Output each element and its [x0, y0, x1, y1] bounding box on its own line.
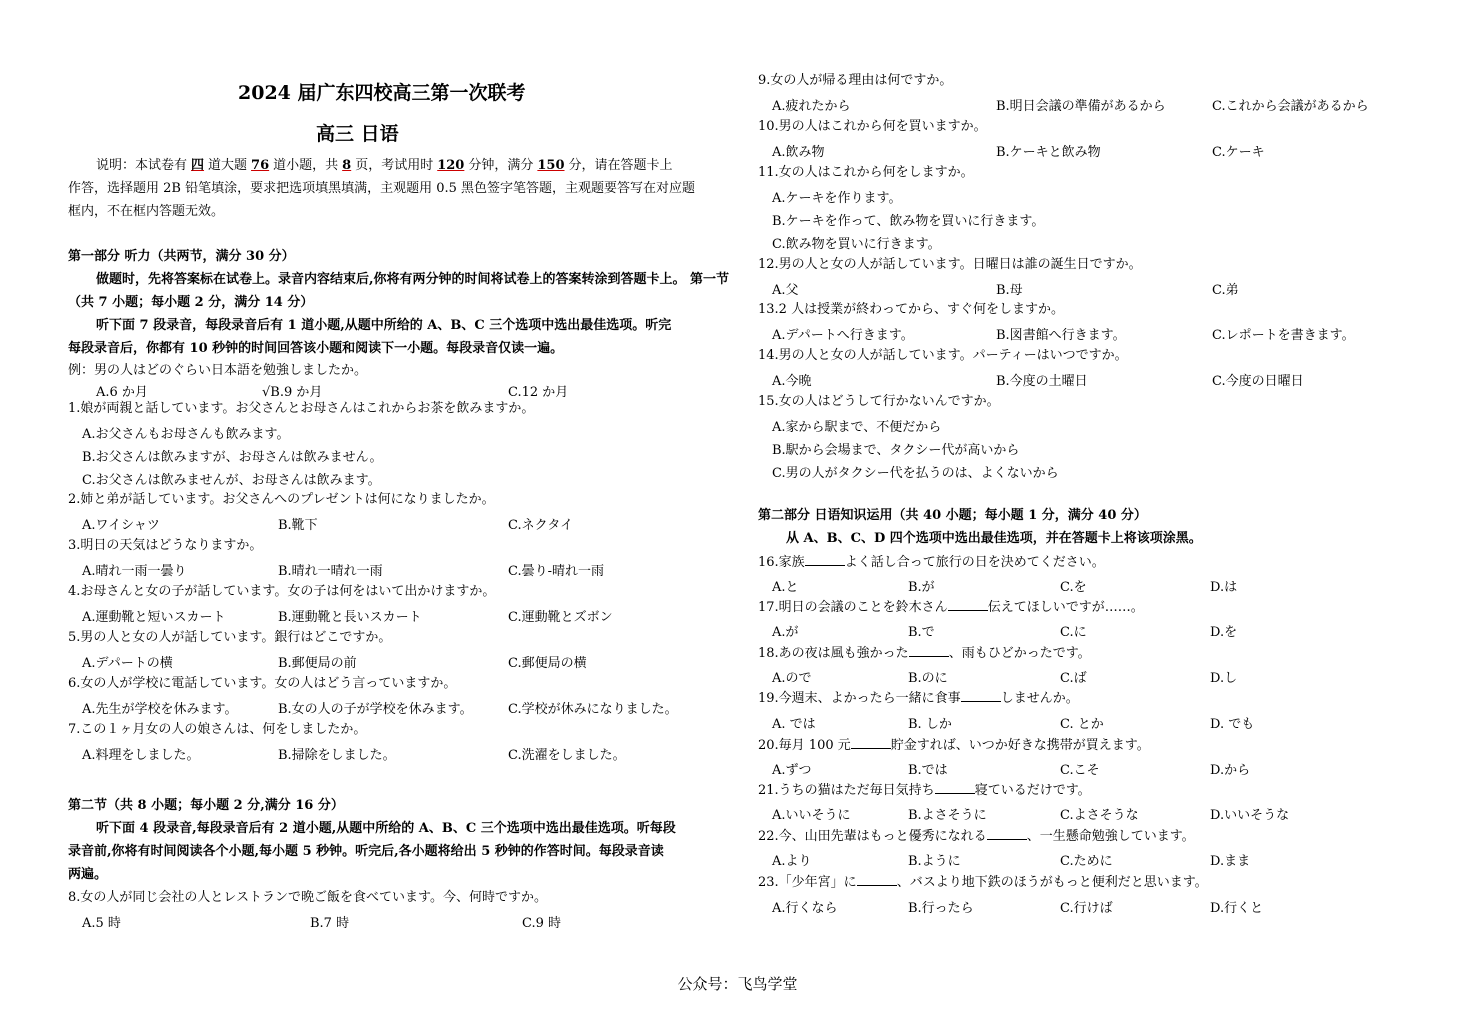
section2-heading: 第二节（共 8 小题；每小题 2 分,满分 16 分）	[68, 798, 344, 813]
q20-option-b: B.では	[908, 763, 948, 778]
question-11: 11.女の人はこれから何をしますか。	[758, 165, 974, 180]
q22-text-a: 22.今、山田先輩はもっと優秀になれる	[758, 829, 987, 844]
q6-option-a: A.先生が学校を休みます。	[82, 702, 238, 717]
q16-text-b: よく話し合って旅行の日を決めてください。	[844, 555, 1105, 570]
footer-watermark: 公众号：飞鸟学堂	[677, 975, 798, 993]
question-12: 12.男の人と女の人が話しています。日曜日は誰の誕生日ですか。	[758, 257, 1142, 272]
q22-option-a: A.より	[772, 854, 812, 869]
q5-option-b: B.郵便局の前	[278, 656, 357, 671]
part2-heading: 第二部分 日语知识运用（共 40 小题；每小题 1 分，满分 40 分）	[758, 508, 1147, 523]
q23-text-a: 23.「少年宮」に	[758, 875, 857, 890]
part1-intro-2: （共 7 小题；每小题 2 分，满分 14 分）	[68, 295, 314, 310]
part1-instr-1: 听下面 7 段录音，每段录音后有 1 道小题,从题中所给的 A、B、C 三个选项中选出最佳选项。听完	[96, 318, 672, 333]
q1-option-b: B.お父さんは飲みますが、お母さんは飲みません。	[82, 450, 383, 465]
q17-text-b: 伝えてほしいですが……。	[987, 600, 1144, 615]
q15-option-c: C.男の人がタクシー代を払うのは、よくないから	[772, 466, 1059, 481]
q21-option-b: B.よさそうに	[908, 808, 987, 823]
q8-option-c: C.9 時	[522, 916, 562, 931]
question-15: 15.女の人はどうして行かないんですか。	[758, 394, 1000, 409]
section2-instr-1: 听下面 4 段录音,每段录音后有 2 道小题,从题中所给的 A、B、C 三个选项中选出最佳选项。听每段	[96, 821, 676, 836]
q23-blank	[857, 873, 897, 886]
q16-blank	[805, 553, 845, 566]
q12-option-b: B.母	[996, 283, 1023, 298]
part1-instr-2: 每段录音后，你都有 10 秒钟的时间回答该小题和阅读下一小题。每段录音仅读一遍。	[68, 341, 564, 356]
q10-option-a: A.飲み物	[772, 145, 825, 160]
question-23	[758, 873, 1208, 892]
q19-option-d: D. でも	[1210, 717, 1255, 732]
q8-option-b: B.7 時	[310, 916, 350, 931]
q21-option-d: D.いいそうな	[1210, 808, 1290, 823]
notice-value: 8	[342, 158, 352, 173]
q2-option-c: C.ネクタイ	[508, 518, 574, 533]
q18-option-d: D.し	[1210, 671, 1238, 686]
section2-instr-2: 录音前,你将有时间阅读各个小题,每小题 5 秒钟。听完后,各小题将给出 5 秒钟的作答时间。每段录音读	[68, 844, 664, 859]
part1-intro-1: 做题时，先将答案标在试卷上。录音内容结束后,你将有两分钟的时间将试卷上的答案转涂到答题卡上。 第一节	[96, 272, 730, 287]
q18-option-c: C.ば	[1060, 671, 1087, 686]
q16-option-b: B.が	[908, 580, 935, 595]
q11-option-b: B.ケーキを作って、飲み物を買いに行きます。	[772, 214, 1045, 229]
q9-option-a: A.疲れたから	[772, 99, 851, 114]
q9-option-b: B.明日会議の準備があるから	[996, 99, 1166, 114]
question-10: 10.男の人はこれから何を買いますか。	[758, 119, 987, 134]
q18-blank	[909, 644, 949, 657]
exam-title: 2024 届广东四校高三第一次联考	[238, 82, 526, 104]
notice-value: 四	[191, 158, 205, 173]
q20-option-c: C.こそ	[1060, 763, 1100, 778]
q23-option-a: A.行くなら	[772, 901, 838, 916]
notice-line-1	[96, 157, 673, 175]
q23-text-b: 、バスより地下鉄のほうがもっと便利だと思います。	[896, 875, 1208, 890]
q17-option-b: B.で	[908, 625, 935, 640]
q20-text-a: 20.毎月 100 元	[758, 738, 851, 753]
part1-heading: 第一部分 听力（共两节，满分 30 分）	[68, 249, 295, 264]
q12-option-a: A.父	[772, 283, 799, 298]
notice-value: 76	[251, 158, 270, 173]
example-option-a: A.6 か月	[96, 385, 148, 400]
q23-option-c: C.行けば	[1060, 901, 1113, 916]
notice-value: 120	[437, 158, 465, 173]
q17-option-d: D.を	[1210, 625, 1238, 640]
question-16	[758, 553, 1105, 572]
notice-line-2: 作答，选择题用 2B 铅笔填涂，要求把选项填黑填满，主观题用 0.5 黑色签字笔答题，主观题要答写在对应题	[68, 181, 696, 196]
q5-option-a: A.デパートの横	[82, 656, 173, 671]
notice-text: 道小题，共	[273, 158, 339, 173]
q8-option-a: A.5 時	[82, 916, 121, 931]
question-20	[758, 736, 1150, 755]
q19-text-a: 19.今週末、よかったら一緒に食事	[758, 691, 961, 706]
question-8: 8.女の人が同じ会社の人とレストランで晩ご飯を食べています。今、何時ですか。	[68, 890, 547, 905]
q17-blank	[948, 598, 988, 611]
q7-option-a: A.料理をしました。	[82, 748, 200, 763]
q3-option-b: B.晴れ一晴れ一雨	[278, 564, 383, 579]
q17-option-c: C.に	[1060, 625, 1087, 640]
q20-text-b: 貯金すれば、いつか好きな携帯が買えます。	[890, 738, 1150, 753]
q15-option-b: B.駅から会場まで、タクシー代が高いから	[772, 443, 1020, 458]
q14-option-b: B.今度の土曜日	[996, 374, 1088, 389]
q21-option-c: C.よさそうな	[1060, 808, 1139, 823]
q19-option-b: B. しか	[908, 717, 952, 732]
q18-text-a: 18.あの夜は風も強かった	[758, 646, 909, 661]
question-17	[758, 598, 1144, 617]
q6-option-c: C.学校が休みになりました。	[508, 702, 678, 717]
notice-text: 道大题	[208, 158, 248, 173]
q19-blank	[961, 689, 1001, 702]
q7-option-b: B.掃除をしました。	[278, 748, 396, 763]
q2-option-a: A.ワイシャツ	[82, 518, 160, 533]
q20-blank	[851, 736, 891, 749]
q2-option-b: B.靴下	[278, 518, 318, 533]
q20-option-d: D.から	[1210, 763, 1251, 778]
q5-option-c: C.郵便局の横	[508, 656, 587, 671]
q23-option-b: B.行ったら	[908, 901, 974, 916]
question-5: 5.男の人と女の人が話しています。銀行はどこですか。	[68, 630, 392, 645]
q16-text-a: 16.家族	[758, 555, 805, 570]
q22-option-c: C.ために	[1060, 854, 1113, 869]
q12-option-c: C.弟	[1212, 283, 1239, 298]
q16-option-d: D.は	[1210, 580, 1238, 595]
question-22	[758, 827, 1195, 846]
question-3: 3.明日の天気はどうなりますか。	[68, 538, 263, 553]
example-question: 例：男の人はどのぐらい日本語を勉強しましたか。	[68, 363, 368, 378]
q14-option-c: C.今度の日曜日	[1212, 374, 1304, 389]
q1-option-a: A.お父さんもお母さんも飲みます。	[82, 427, 290, 442]
question-18	[758, 644, 1091, 663]
notice-value: 150	[537, 158, 565, 173]
q11-option-a: A.ケーキを作ります。	[772, 191, 902, 206]
question-19	[758, 689, 1079, 708]
q22-option-d: D.まま	[1210, 854, 1251, 869]
q3-option-c: C.曇り-晴れ一雨	[508, 564, 605, 579]
q21-option-a: A.いいそうに	[772, 808, 851, 823]
q14-option-a: A.今晩	[772, 374, 812, 389]
q13-option-b: B.図書館へ行きます。	[996, 328, 1126, 343]
q19-option-a: A. では	[772, 717, 816, 732]
question-4: 4.お母さんと女の子が話しています。女の子は何をはいて出かけますか。	[68, 584, 496, 599]
q20-option-a: A.ずつ	[772, 763, 812, 778]
notice-text: 页，考试用时	[355, 158, 434, 173]
q22-text-b: 、一生懸命勉強しています。	[1026, 829, 1195, 844]
q6-option-b: B.女の人の子が学校を休みます。	[278, 702, 473, 717]
notice-text: 分，请在答题卡上	[568, 158, 673, 173]
example-option-c: C.12 か月	[508, 385, 569, 400]
question-2: 2.姉と弟が話しています。お父さんへのプレゼントは何になりましたか。	[68, 492, 495, 507]
q15-option-a: A.家から駅まで、不便だから	[772, 420, 942, 435]
q21-blank	[935, 781, 975, 794]
q17-text-a: 17.明日の会議のことを鈴木さん	[758, 600, 948, 615]
question-1: 1.娘が両親と話しています。お父さんとお母さんはこれからお茶を飲みますか。	[68, 401, 535, 416]
question-13: 13.2 人は授業が終わってから、すぐ何をしますか。	[758, 302, 1064, 317]
q9-option-c: C.これから会議があるから	[1212, 99, 1369, 114]
q21-text-a: 21.うちの猫はただ毎日気持ち	[758, 783, 935, 798]
question-6: 6.女の人が学校に電話しています。女の人はどう言っていますか。	[68, 676, 457, 691]
q4-option-b: B.運動靴と長いスカート	[278, 610, 422, 625]
example-option-b: √B.9 か月	[262, 385, 323, 400]
q22-option-b: B.ように	[908, 854, 961, 869]
notice-line-3: 框内，不在框内答题无效。	[68, 204, 225, 219]
q16-option-c: C.を	[1060, 580, 1087, 595]
q3-option-a: A.晴れ一雨一曇り	[82, 564, 187, 579]
q17-option-a: A.が	[772, 625, 799, 640]
q18-option-b: B.のに	[908, 671, 948, 686]
q13-option-a: A.デパートへ行きます。	[772, 328, 914, 343]
notice-text: 分钟，满分	[468, 158, 534, 173]
question-7: 7.この１ヶ月女の人の娘さんは、何をしましたか。	[68, 722, 367, 737]
q21-text-b: 寝ているだけです。	[974, 783, 1091, 798]
q19-text-b: しませんか。	[1000, 691, 1079, 706]
part2-instr: 从 A、B、C、D 四个选项中选出最佳选项，并在答题卡上将该项涂黑。	[786, 531, 1202, 546]
q23-option-d: D.行くと	[1210, 901, 1264, 916]
q4-option-c: C.運動靴とズボン	[508, 610, 613, 625]
q18-text-b: 、雨もひどかったです。	[948, 646, 1091, 661]
q13-option-c: C.レポートを書きます。	[1212, 328, 1355, 343]
question-14: 14.男の人と女の人が話しています。パーティーはいつですか。	[758, 348, 1128, 363]
q18-option-a: A.ので	[772, 671, 812, 686]
q22-blank	[987, 827, 1027, 840]
notice-text: 说明：本试卷有	[96, 158, 188, 173]
q19-option-c: C. とか	[1060, 717, 1104, 732]
question-9: 9.女の人が帰る理由は何ですか。	[758, 73, 953, 88]
q10-option-c: C.ケーキ	[1212, 145, 1265, 160]
q4-option-a: A.運動靴と短いスカート	[82, 610, 226, 625]
q1-option-c: C.お父さんは飲みませんが、お母さんは飲みます。	[82, 473, 381, 488]
question-21	[758, 781, 1091, 800]
q16-option-a: A.と	[772, 580, 799, 595]
q7-option-c: C.洗濯をしました。	[508, 748, 626, 763]
section2-instr-3: 两遍。	[68, 867, 108, 882]
exam-subtitle: 高三 日语	[316, 123, 399, 145]
q11-option-c: C.飲み物を買いに行きます。	[772, 237, 941, 252]
q10-option-b: B.ケーキと飲み物	[996, 145, 1101, 160]
